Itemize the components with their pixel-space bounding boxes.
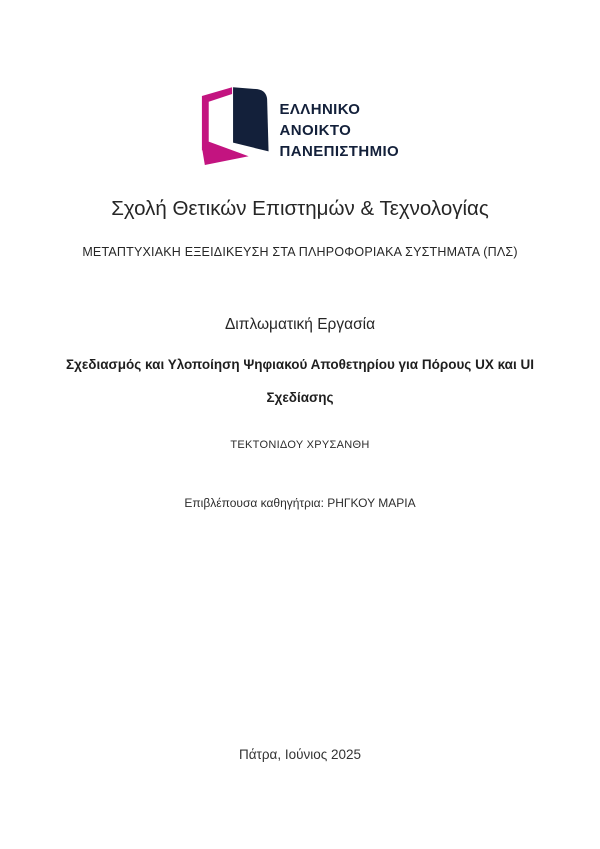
logo-wordmark-line-3: ΠΑΝΕΠΙΣΤΗΜΙΟ bbox=[279, 142, 400, 160]
logo-bottom-page bbox=[201, 142, 248, 165]
school-heading: Σχολή Θετικών Επιστημών & Τεχνολογίας bbox=[111, 197, 489, 220]
logo-right-page bbox=[233, 87, 269, 151]
hou-logo bbox=[0, 86, 600, 174]
program-heading: ΜΕΤΑΠΤΥΧΙΑΚΗ ΕΞΕΙΔΙΚΕΥΣΗ ΣΤΑ ΠΛΗΡΟΦΟΡΙΑΚΑ ΣΥΣΤΗΜΑΤΑ (ΠΛΣ) bbox=[82, 245, 518, 259]
logo-wordmark bbox=[280, 99, 402, 162]
supervisor-line: Επιβλέπουσα καθηγήτρια: ΡΗΓΚΟΥ ΜΑΡΙΑ bbox=[184, 496, 416, 510]
thesis-type-label: Διπλωματική Εργασία bbox=[224, 316, 376, 333]
author-name: ΤΕΚΤΟΝΙΔΟΥ ΧΡΥΣΑΝΘΗ bbox=[230, 439, 370, 451]
place-date: Πάτρα, Ιούνιος 2025 bbox=[238, 747, 362, 762]
logo-wordmark-line-2: ΑΝΟΙΚΤΟ bbox=[279, 121, 352, 139]
thesis-title-line-1: Σχεδιασμός και Υλοποίηση Ψηφιακού Αποθετηρίου για Πόρους UX και UI bbox=[66, 357, 534, 372]
logo-wordmark-line-1: ΕΛΛΗΝΙΚΟ bbox=[279, 100, 361, 118]
thesis-title-line-2: Σχεδίασης bbox=[266, 390, 334, 405]
open-book-logo-icon bbox=[199, 86, 271, 174]
thesis-title bbox=[0, 348, 600, 414]
logo-cover-frame bbox=[201, 87, 231, 150]
